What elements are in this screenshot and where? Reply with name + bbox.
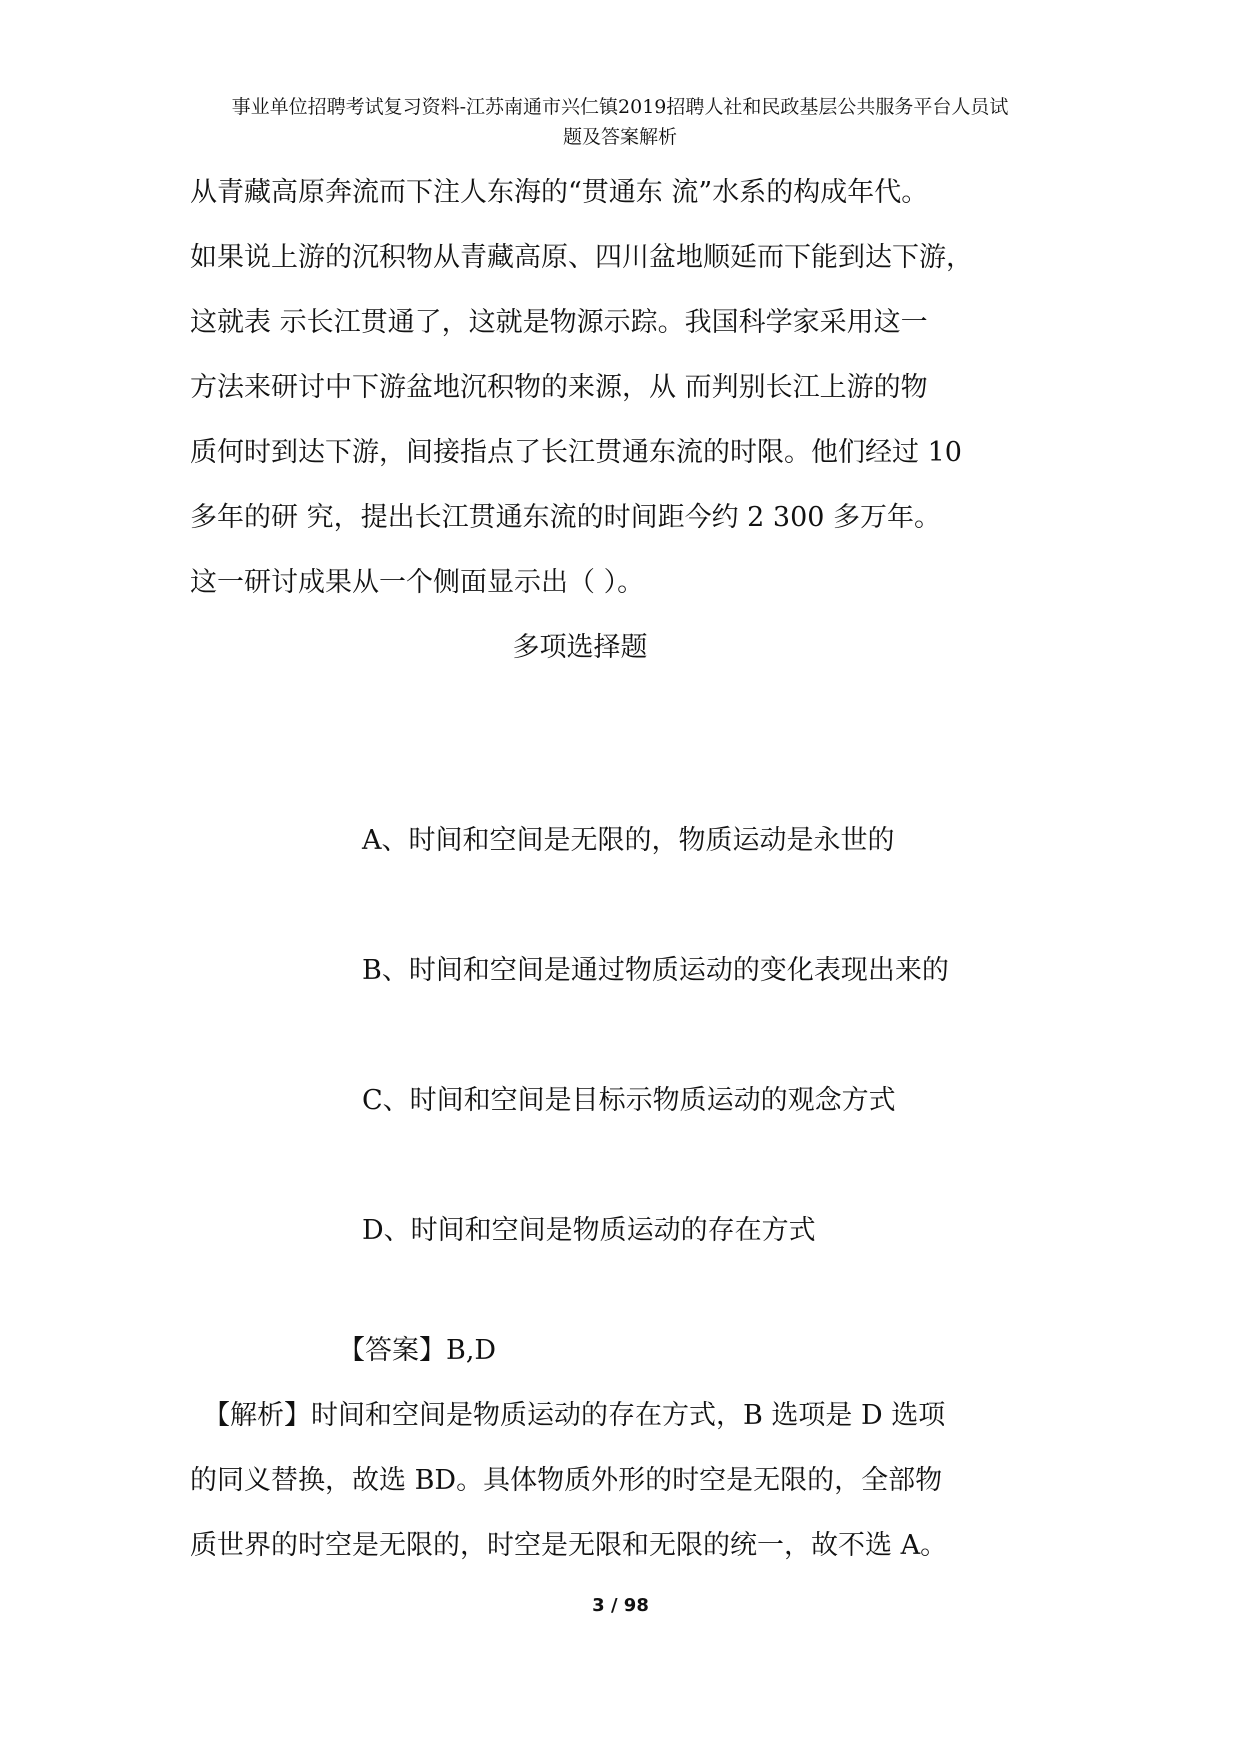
document-header — [150, 92, 1090, 152]
header-line-2: 题及答案解析 — [562, 126, 677, 148]
question-line: 从青藏高原奔流而下注人东海的“贯通东 流”水系的构成年代。 — [190, 177, 929, 208]
page-number: 3 / 98 — [592, 1595, 649, 1616]
question-line: 这就表 示长江贯通了，这就是物源示踪。我国科学家采用这一 — [190, 307, 928, 338]
question-line: 质何时到达下游，间接指点了长江贯通东流的时限。他们经过 10 — [190, 437, 962, 468]
option-d: D、时间和空间是物质运动的存在方式 — [362, 1215, 816, 1246]
option-c: C、时间和空间是目标示物质运动的观念方式 — [362, 1085, 896, 1116]
analysis-line: 质世界的时空是无限的，时空是无限和无限的统一，故不选 A。 — [190, 1530, 948, 1561]
question-type: 多项选择题 — [512, 632, 648, 663]
analysis-line: 【解析】时间和空间是物质运动的存在方式，B 选项是 D 选项 — [203, 1400, 946, 1431]
header-line-1: 事业单位招聘考试复习资料-江苏南通市兴仁镇2019招聘人社和民政基层公共服务平台人员试 — [231, 96, 1009, 118]
answer: 【答案】B,D — [338, 1335, 497, 1366]
question-line: 方法来研讨中下游盆地沉积物的来源，从 而判别长江上游的物 — [190, 372, 928, 403]
question-line: 这一研讨成果从一个侧面显示出（ ）。 — [190, 567, 645, 598]
option-b: B、时间和空间是通过物质运动的变化表现出来的 — [362, 955, 949, 986]
option-a: A、时间和空间是无限的，物质运动是永世的 — [362, 825, 895, 856]
analysis-line: 的同义替换，故选 BD。具体物质外形的时空是无限的，全部物 — [190, 1465, 943, 1496]
question-line: 多年的研 究，提出长江贯通东流的时间距今约 2 300 多万年。 — [190, 502, 942, 533]
question-line: 如果说上游的沉积物从青藏高原、四川盆地顺延而下能到达下游， — [190, 242, 973, 273]
